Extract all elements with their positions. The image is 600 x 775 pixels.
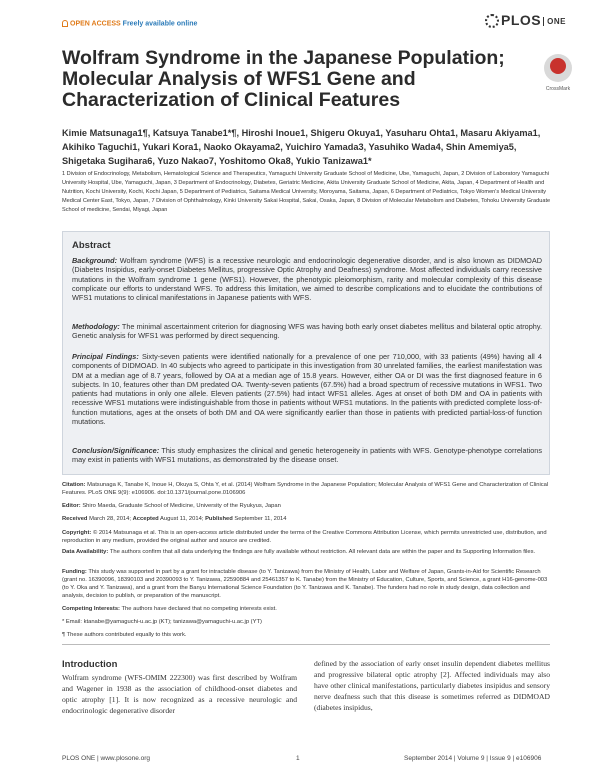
plos-dots-icon [485,14,499,28]
plos-one-logo[interactable]: PLOS ONE [485,12,566,28]
open-lock-icon [62,20,68,27]
footer-issue: September 2014 | Volume 9 | Issue 9 | e106906 [404,755,542,762]
open-access-badge: OPEN ACCESS Freely available online [62,20,197,27]
competing-interests: Competing Interests: The authors have declared that no competing interests exist. [62,606,277,612]
editor: Editor: Shiro Maeda, Graduate School of Medicine, University of the Ryukyus, Japan [62,503,281,509]
footer-journal: PLOS ONE | www.plosone.org [62,755,151,762]
abstract-conclusion: Conclusion/Significance: This study emphasizes the clinical and genetic heterogeneity in patients with WFS. Genotype-phenotype correlations may exist in patients with WFS1 mutations, as demonstrated by the disease onset. [72,446,542,465]
abstract-background: Background: Wolfram syndrome (WFS) is a recessive neurologic and endocrinologic degenerative disorder, and is also known as DIDMOAD (Diabetes Insipidus, early-onset Diabetes Mellitus, progressive Optic Atrophy and Deafness) syndrome. Most affected individuals carry recessive mutations in the Wolfram syndrome 1 gene (WFS1). However, the phenotypic pleiomorphism, rarity and molecular complexity of this disease complicate our efforts to understand WFS. To address this limitation, we aimed to describe complications and to elucidate the contributions of WFS1 mutations to clinical manifestations in Japanese patients with WFS. [72,256,542,303]
introduction-heading: Introduction [62,659,118,670]
crossmark-bookmark-icon [550,58,566,74]
data-availability: Data Availability: The authors confirm that all data underlying the findings are fully available without restriction. All relevant data are within the paper and its Supporting Information files. [62,549,536,555]
intro-column-2: defined by the association of early onset insulin dependent diabetes mellitus and progressive bilateral optic atrophy [2]. Affected individuals may also have other clinical manifestations, particularly diabetes insipidus and sensory nerve deafness such that this disease is sometimes referred as DIDMOAD (diabetes insipidus, [314,659,550,712]
abstract-methodology: Methodology: The minimal ascertainment criterion for diagnosing WFS was having both early onset diabetes mellitus and bilateral optic atrophy. Genetic analysis for WFS1 was performed by direct sequencing. [72,322,542,341]
funding: Funding: This study was supported in part by a grant for intractable disease (to Y. Tanizawa) from the Ministry of Health, Labor and Welfare of Japan, Grants-in-Aid for Scientific Research (grant no. 16390096, 18390103 and 20390093 to Y. Tanizawa, 22590884 and 25461357 to K. Tanabe) from the Ministry of Education, Culture, Sports, and Science, a grant H16-genome-003 (to Y. Oka and Y. Tanizawa), and a grant from the Banyu International Science Foundation (to Y. Tanizawa and K. Tanabe). The funders had no role in study design, data collection and analysis, decision to publish, or preparation of the manuscript. [62,569,548,599]
section-divider [62,644,550,645]
crossmark-label: CrossMark [545,86,571,92]
abstract-heading: Abstract [72,240,111,251]
abstract-findings: Principal Findings: Sixty-seven patients were identified nationally for a prevalence of one per 710,000, with 33 patients (49%) having all 4 components of DIDMOAD. In 40 subjects who agreed to participate in this investigation from 30 unrelated families, the earliest manifestation was DM at a median age of 8.7 years, followed by OA at a median age of 15.8 years. However, either OA or DI was the first diagnosed feature in 6 subjects. In 10, features other than DM predated OA. Twenty-seven patients (67.5%) had a broad spectrum of recessive mutations in WFS1. Two patients had mutations in only one allele. Eleven patients (27.5%) had intact WFS1 alleles. Ages at onset of both DM and OA in patients with recessive WFS1 mutations were indistinguishable from those in patients without WFS1 mutations. In the patients with predicted complete loss-of-function mutations, ages at the onsets of both DM and OA were significantly earlier than those in patients with predicted partial-loss-of function mutations. [72,352,542,427]
equal-contribution-note: ¶ These authors contributed equally to this work. [62,632,187,638]
copyright: Copyright: © 2014 Matsunaga et al. This is an open-access article distributed under the terms of the Creative Commons Attribution License, which permits unrestricted use, distribution, and reproduction in any medium, provided the original author and source are credited. [62,530,547,544]
access-word: ACCESS [91,20,121,28]
free-available-text: Freely available online [122,20,198,28]
intro-column-1: Wolfram syndrome (WFS-OMIM 222300) was first described by Wolfram and Wagener in 1938 as the association of childhood-onset diabetes and optic atrophy [1]. It is now recognized as a recessive neurologic and endocrinologic degenerative disorder [62,673,297,715]
page-number: 1 [296,755,300,762]
author-list: Kimie Matsunaga1¶, Katsuya Tanabe1*¶, Hiroshi Inoue1, Shigeru Okuya1, Yasuharu Ohta1, Masaru Akiyama1, Akihiko Taguchi1, Yukari Kora1, Naoko Okayama2, Yuichiro Yamada3, Yasuhiko Wada4, Shin Amemiya5, Shigetaka Sugihara6, Yuzo Nakao7, Yoshitomo Oka8, Yukio Tanizawa1* [62,128,541,166]
article-title: Wolfram Syndrome in the Japanese Population; Molecular Analysis of WFS1 Gene and Characterization of Clinical Features [62,47,505,111]
dates: Received March 28, 2014; Accepted August 11, 2014; Published September 11, 2014 [62,516,287,522]
citation: Citation: Matsunaga K, Tanabe K, Inoue H, Okuya S, Ohta Y, et al. (2014) Wolfram Syndrome in the Japanese Population; Molecular Analysis of WFS1 Gene and Characterization of Clinical Features. PLoS ONE 9(9): e106906. doi:10.1371/journal.pone.0106906 [62,482,549,496]
affiliations: 1 Division of Endocrinology, Metabolism, Hematological Science and Therapeutics, Yamaguchi University Graduate School of Medicine, Ube, Yamaguchi, Japan, 2 Division of Laboratory Yamaguchi University Hospital, Ube, Yamaguchi, Japan, 3 Department of Endocrinology, Diabetes, Geriatric Medicine, Akita University Graduate School of Medicine, Akita, Japan, 4 Department of Health and Nutrition, Kochi University, Kochi, Kochi Japan, 5 Department of Pediatrics, Saitama Medical University, Moroyama, Saitama, Japan, 6 Department of Pediatrics, Tokyo Women's Medical University Medical Center East, Tokyo, Japan, 7 Division of Ophthalmology, Kinki University Sakai Hospital, Sakai, Osaka, Japan, 8 Division of Molecular Metabolism and Diabetes, Tohoku University Graduate School of medicine, Sendai, Miyagi, Japan [62,171,551,213]
email[interactable]: * Email: ktanabe@yamaguchi-u.ac.jp (KT); tanizawa@yamaguchi-u.ac.jp (YT) [62,619,262,625]
